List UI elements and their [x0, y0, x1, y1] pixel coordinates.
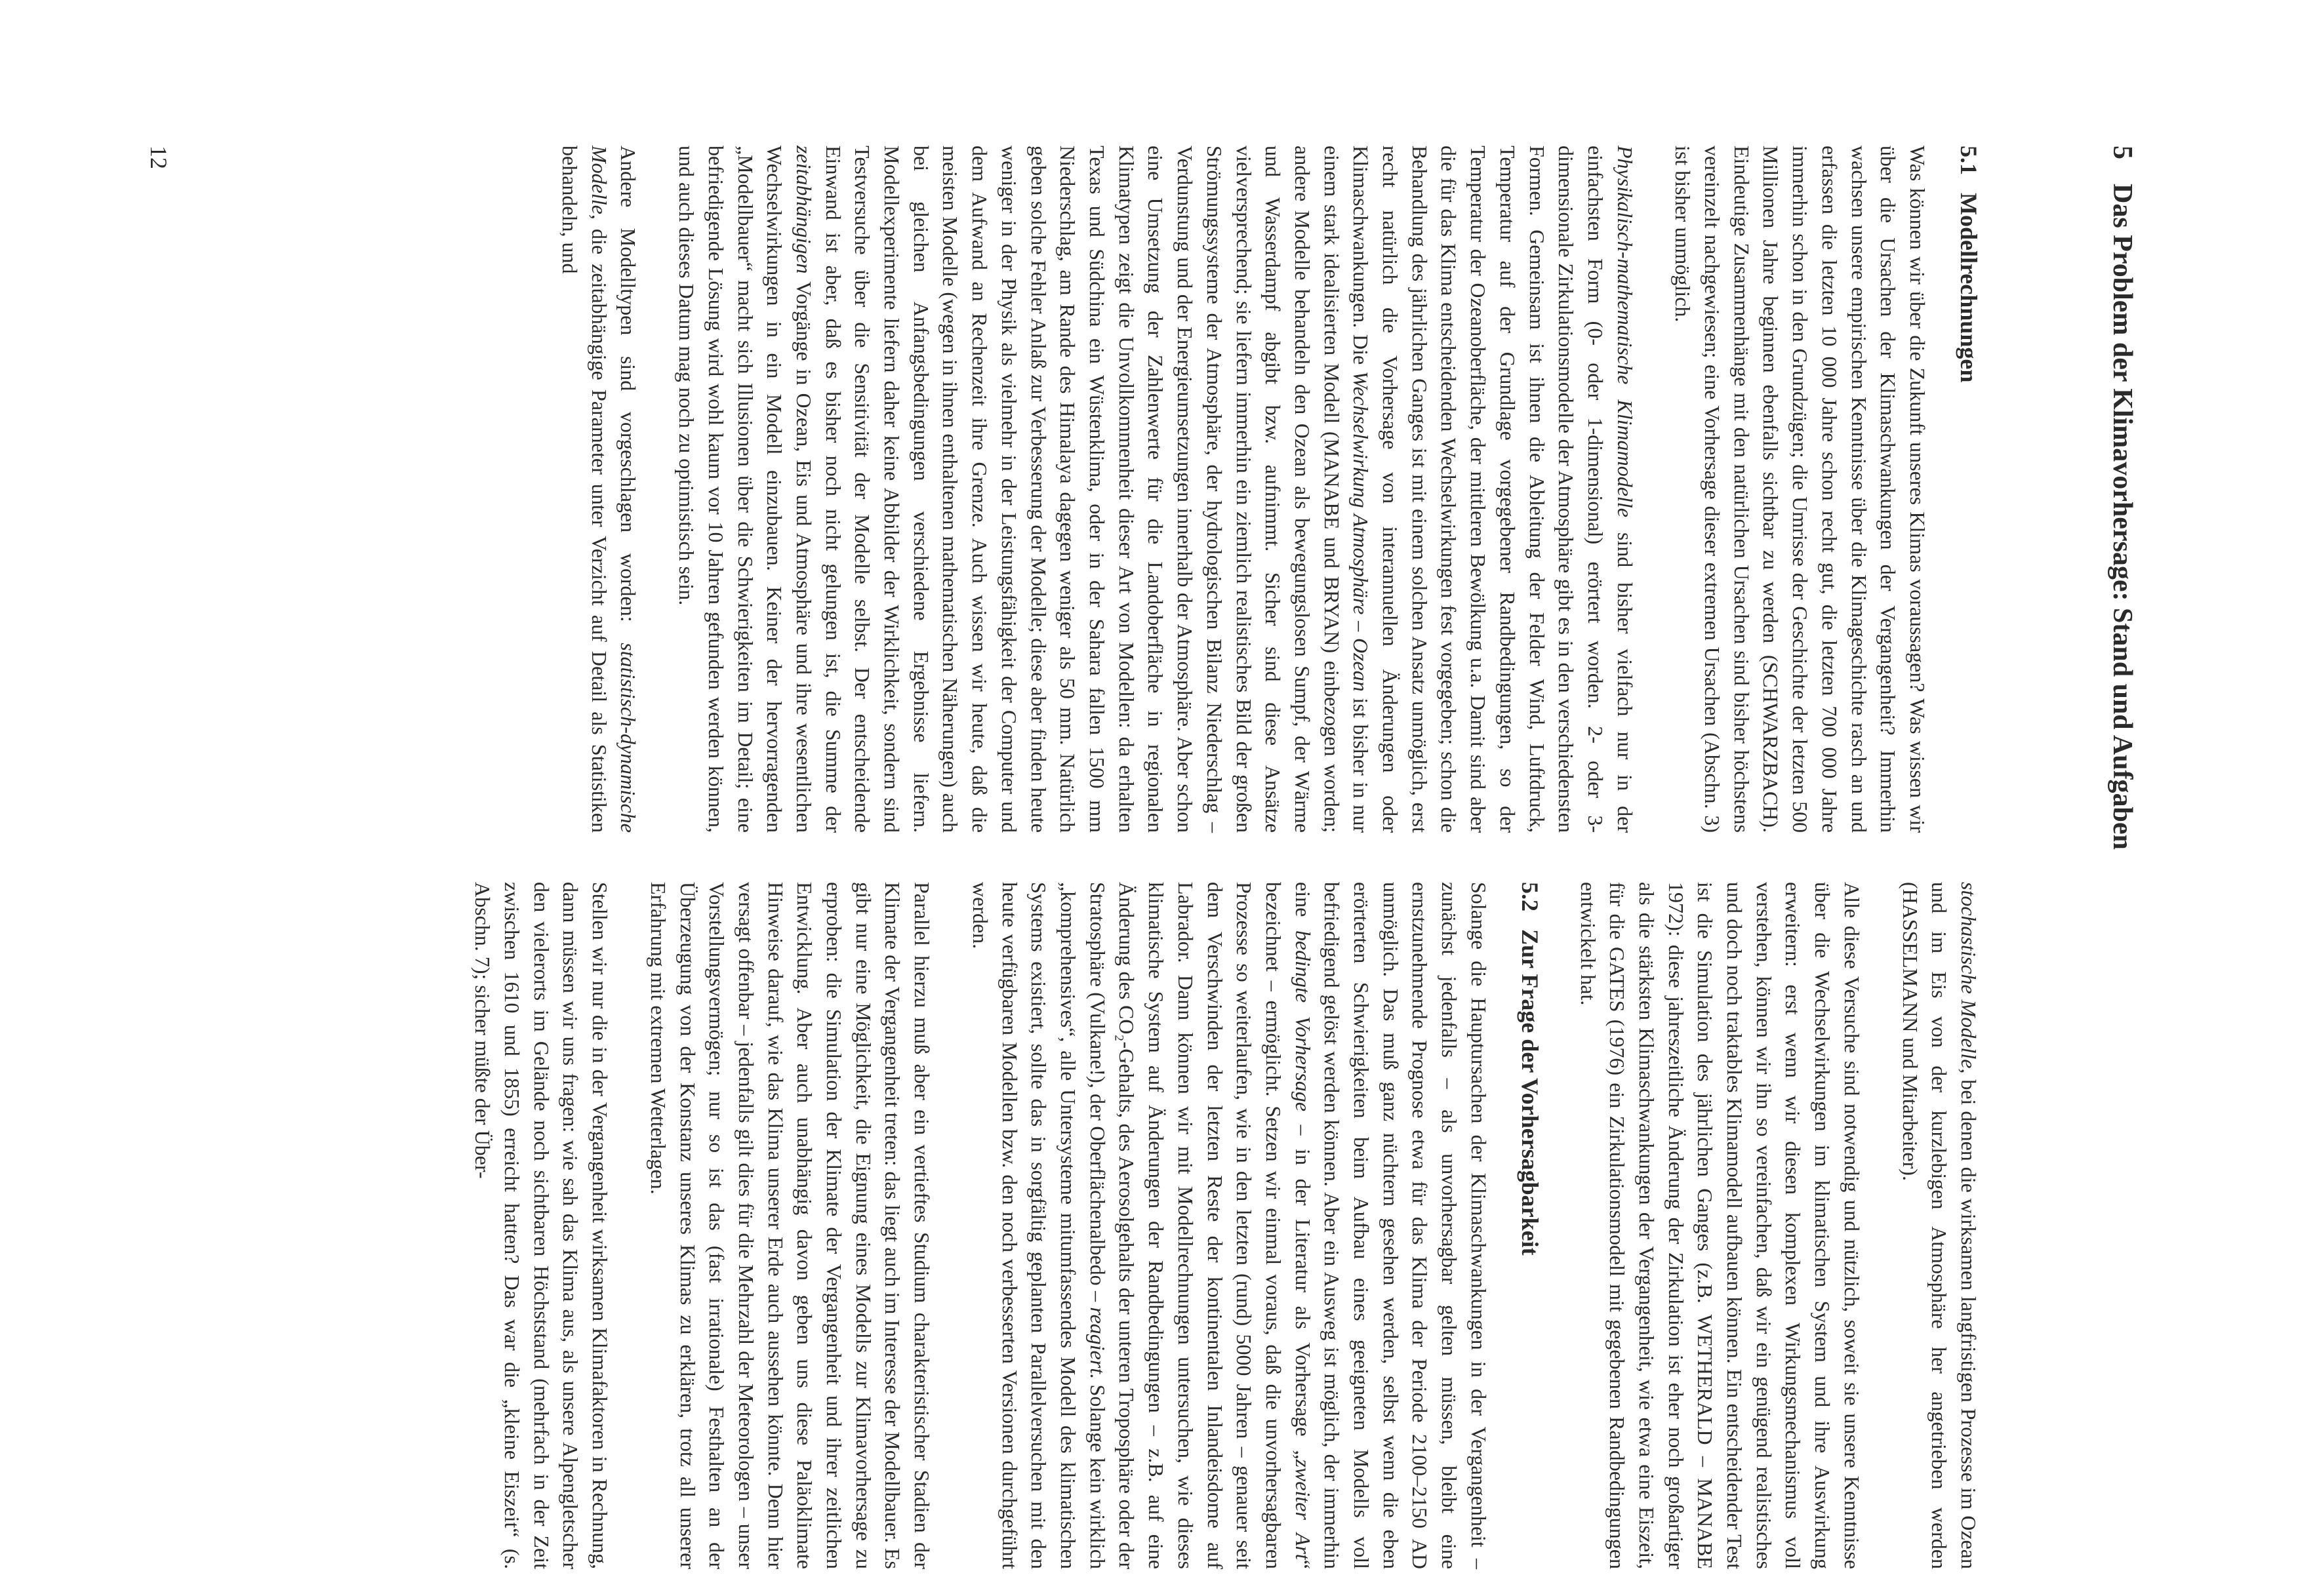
section-title-text: Modellrechnungen: [1956, 193, 1982, 383]
chapter-title-text: Das Problem der Klimavorhersage: Stand und Aufgaben: [2107, 184, 2137, 850]
paragraph: [1895, 882, 1983, 1569]
section-number: 5.1: [1956, 146, 1982, 175]
paragraph: [555, 146, 643, 833]
text-run: die zeitabhängige Parameter unter Verzicht auf Detail als Statistiken behandeln, und: [558, 146, 611, 833]
left-column: [526, 146, 1983, 833]
text-run: ist bisher in nur einem stark idealisierten Modell (MANABE und BRYAN) einbezogen worden; andere Modelle behandeln den Ozean als bewegungslosen Sumpf, der Wärme und Wasserdampf abgibt bzw. aufnimmt. Sicher sind diese Ansätze vielversprechend; sie liefern immerhin ein ziemlich realistisches Bild der großen Strömungssysteme der Atmosphäre, der hydrologischen Bilanz Niederschlag – Verdunstung und der Energieumsetzungen innerhalb der Atmosphäre. Aber schon eine Umsetzung der Zahlenwerte für die Landoberfläche in regionalen Klimatypen zeigt die Unvollkommenheit dieser Art von Modellen: da erhalten Texas und Südchina ein Wüstenklima, oder in der Sahara fallen 1500 mm Niederschlag, am Rande des Himalaya dagegen weniger als 50 mm. Natürlich geben solche Fehler Anlaß zur Verbesserung der Modelle; diese aber finden heute weniger in der Physik als vielmehr in der Leistungsfähigkeit der Computer und dem Aufwand an Rechenzeit ihre Grenze. Auch wissen wir heute, daß die meisten Modelle (wegen in ihnen enthaltenen mathematischen Näherungen) auch bei gleichen Anfangsbedingungen verschiedene Ergebnisse liefern. Modellexperimente liefern daher keine Abbilder der Wirklichkeit, sondern sind Testversuche über die Sensitivität der Modelle selbst. Der entscheidende Einwand ist aber, daß es bisher noch nicht gelungen ist, die Summe der: [821, 146, 1373, 833]
text-run: Andere Modelltypen sind vorgeschlagen worden:: [616, 146, 641, 643]
section-heading-5-1: [1954, 146, 1983, 833]
italic-term: stochastische Modelle,: [1957, 882, 1981, 1074]
italic-term: reagiert.: [1085, 1307, 1110, 1380]
paragraph: Alle diese Versuche sind notwendig und nützlich, soweit sie unsere Kenntnisse über die Wechselwirkungen im klimatischen System und ihre Auswirkung erweitern: erst wenn wir diesen komplexen Wirkungsmechanismus voll verstehen, können wir ihn so vereinfachen, daß wir ein genügend realistisches und doch noch traktables Klimamodell aufbauen können. Ein entscheidender Test ist die Simulation des jährlichen Ganges (z.B. WETHERALD – MANABE 1972): diese jahreszeitliche Änderung der Zirkulation ist eher noch großartiger als die stärksten Klimaschwankungen der Vergangenheit, wie etwa eine Eiszeit, für die GATES (1976) ein Zirkulationsmodell mit gegebenen Randbedingungen entwickelt hat.: [1576, 882, 1864, 1569]
italic-term: Physikalisch-mathematische Klimamodelle: [1613, 146, 1637, 517]
text-run: Solange kein wirklich „komprehensives“, alle Untersysteme mitumfassendes Modell des klimatischen Systems existiert, sollte das in sorgfältig geplanten Parallelversuchen mit den heute verfügbaren Modellen bzw. den noch verbesserten Versionen durchgeführt werden.: [968, 882, 1110, 1570]
section-number: 5.2: [1516, 882, 1543, 911]
text-run: bei denen die wirksamen langfristigen Prozesse im Ozean und im Eis von der kurzlebigen Atmosphäre her angetrieben werden (HASSELMANN und Mitarbeiter).: [1898, 882, 1981, 1570]
italic-term: Wechselwirkung Atmosphäre – Ozean: [1349, 371, 1373, 692]
chapter-number: 5: [2107, 146, 2137, 159]
text-run: sind bisher vielfach nur in der einfachsten Form (0- oder 1-dimensional) erörtert worden. 2- oder 3-dimensionale Zirkulationsmodelle der Atmosphäre gibt es in den verschiedensten Formen. Gemeinsam ist ihnen die Ableitung der Felder Wind, Luftdruck, Temperatur auf der Grundlage vorgegebener Randbedingungen, so der Temperatur der Ozeanoberfläche, der mittleren Bewölkung u.a. Damit sind aber die für das Klima entscheidenden Wechselwirkungen fest vorgegeben; schon die Behandlung des jährlichen Ganges ist mit einem solchen Ansatz unmöglich, erst recht natürlich die Vorhersage von interannuellen Änderungen oder Klimaschwankungen. Die: [1349, 146, 1637, 833]
text-run: Solange die Hauptursachen der Klimaschwankungen in der Vergangenheit – zunächst jedenfalls – als unvorhersagbar gelten müssen, bleibt eine ernstzunehmende Prognose etwa für das Klima der Periode 2100–2150 AD unmöglich. Das muß ganz nüchtern gesehen werden, selbst wenn die eben erörterten Schwierigkeiten beim Aufbau eines geeigneten Modells voll befriedigend gelöst werden können. Aber ein Ausweg ist möglich, der immerhin eine: [1291, 882, 1491, 1569]
text-run: “ bezeichnet – ermöglicht. Setzen wir einmal voraus, daß die unvorhersagbaren Prozesse so weiterlaufen, wie in den letzten (rund) 5000 Jahren – genauer seit dem Verschwinden der letzten Reste der kontinentalen Inlandeisdome auf Labrador. Dann können wir mit Modellrechnungen untersuchen, wie dieses klimatische System auf Änderungen der Randbedingungen – z.B. auf eine Änderung des CO₂-Gehalts, des Aerosolgehalts der unteren Troposphäre oder der Stratosphäre (Vulkane!), der Oberflächenalbedo –: [1085, 882, 1315, 1570]
section-title-text: Zur Frage der Vorhersagbarkeit: [1516, 929, 1543, 1256]
italic-term: bedingte Vorhersage: [1291, 930, 1315, 1111]
italic-term: zeitabhängigen: [792, 146, 816, 274]
paragraph: [965, 882, 1493, 1569]
right-column: [439, 882, 1983, 1569]
section-heading-5-2: [1516, 882, 1544, 1569]
paragraph: [672, 146, 1639, 833]
page-number: 12: [146, 146, 172, 169]
paragraph: Stellen wir nur die in der Vergangenheit wirksamen Klimafaktoren in Rechnung, dann müssen wir uns fragen: wie sah das Klima aus, als unsere Alpengletscher den vielerorts im Gelände noch sichtbaren Höchststand (mehrfach in der Zeit zwischen 1610 und 1855) erreicht hatten? Das war die „kleine Eiszeit“ (s. Abschn. 7); sicher müßte der Über-: [471, 882, 613, 1569]
text-run: – in der Literatur als Vorhersage „: [1291, 1111, 1315, 1460]
text-run: Vorgänge in Ozean, Eis und Atmosphäre und ihre wesentlichen Wechselwirkungen in ein Modell einzubauen. Keiner der hervorragenden „Modellbauer“ macht sich Illusionen über die Schwierigkeiten im Detail; eine befriedigende Lösung wird wohl kaum vor 10 Jahren gefunden werden können, und auch dieses Datum mag noch zu optimistisch sein.: [675, 146, 816, 833]
paragraph: Parallel hierzu muß aber ein vertieftes Studium charakteristischer Stadien der Klimate der Vergangenheit treten: das liegt auch im Interesse der Modellbauer. Es gibt nur eine Möglichkeit, die Eignung eines Modells zur Klimavorhersage zu erproben: die Simulation der Klimate der Vergangenheit und ihrer zeitlichen Entwicklung. Aber auch unabhängig davon geben uns diese Paläoklimate Hinweise darauf, wie das Klima unserer Erde auch aussehen könnte. Denn hier versagt offenbar – jedenfalls gilt dies für die Mehrzahl der Meteorologen – unser Vorstellungsvermögen; nur so ist das (fast irrationale) Festhalten an der Überzeugung von der Konstanz unseres Klimas zu erklären, trotz all unserer Erfahrung mit extremen Wetterlagen.: [646, 882, 935, 1569]
italic-term: statistisch-dynamische Modelle,: [587, 146, 641, 833]
italic-term: zweiter Art: [1291, 1459, 1315, 1560]
paragraph: Was können wir über die Zukunft unseres Klimas voraussagen? Was wissen wir über die Ursachen der Klimaschwankungen der Vergangenheit? Immerhin wachsen unsere empirischen Kenntnisse über die Klimageschichte rasch an und erfassen die letzten 10 000 Jahre schon recht gut, die letzten 700 000 Jahre immerhin schon in den Grundzügen; die Umrisse der Geschichte der letzten 500 Millionen Jahre beginnen ebenfalls sichtbar zu werden (SCHWARZBACH). Eindeutige Zusammenhänge mit den natürlichen Ursachen sind bisher höchstens vereinzelt nachgewiesen; eine Vorhersage dieser extremen Ursachen (Abschn. 3) ist bisher unmöglich.: [1671, 146, 1929, 833]
chapter-heading: [2105, 146, 2139, 1568]
